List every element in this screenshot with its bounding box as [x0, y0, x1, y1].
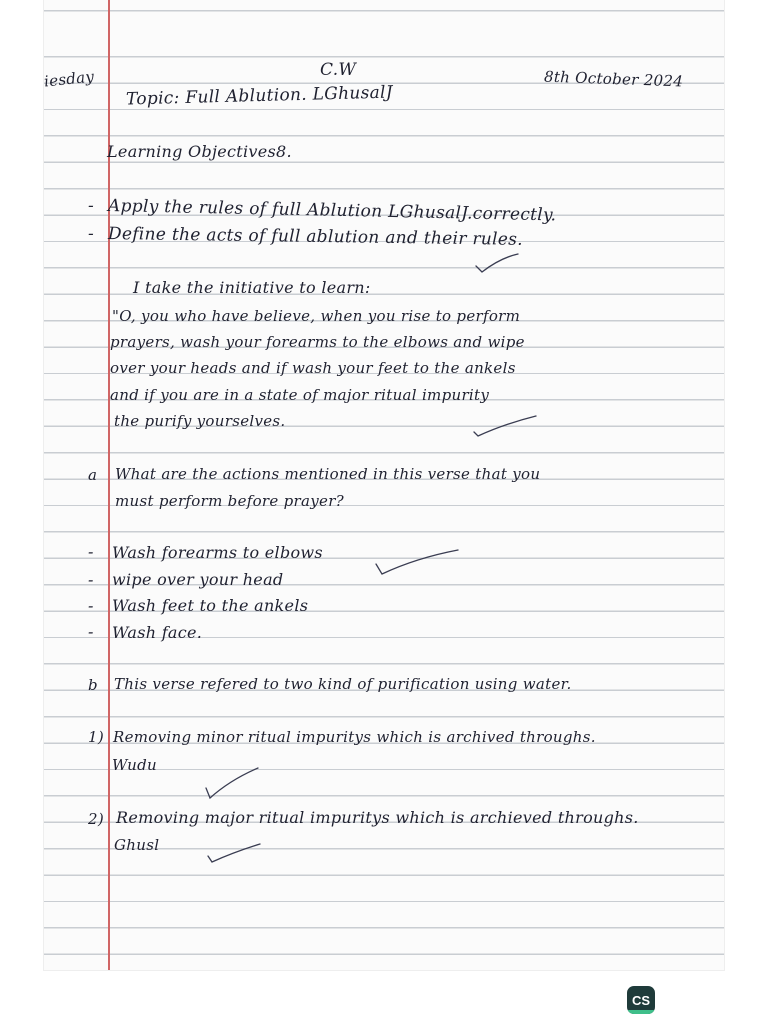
bullet: -	[88, 224, 95, 244]
question-text: This verse refered to two kind of purification using water.	[114, 675, 572, 693]
objectives-heading: Learning Objectives8.	[107, 142, 292, 161]
verse-line: the purify yourselves.	[114, 412, 286, 430]
day-label: iesday	[43, 67, 96, 91]
topic-heading: Topic: Full Ablution. LGhusalJ	[125, 82, 394, 110]
check-mark-icon	[202, 766, 262, 802]
verse-line: prayers, wash your forearms to the elbows and wipe	[110, 333, 525, 351]
point-line: Removing minor ritual impuritys which is archived throughs.	[113, 728, 596, 746]
bullet: -	[88, 196, 95, 216]
question-line: must perform before prayer?	[115, 492, 345, 510]
question-label: b	[88, 676, 98, 694]
question-label: a	[88, 466, 98, 484]
bullet: -	[88, 542, 94, 561]
answer-item: Wash forearms to elbows	[112, 543, 323, 562]
point-line: Wudu	[112, 756, 157, 774]
verse-line: over your heads and if wash your feet to the ankels	[110, 359, 516, 377]
answer-item: wipe over your head	[112, 570, 284, 589]
verse-line: "O, you who have believe, when you rise to perform	[112, 307, 521, 325]
logo-text: CS	[631, 992, 651, 1008]
bullet: -	[88, 596, 94, 615]
point-number: 2)	[88, 810, 104, 828]
date-label: 8th October 2024	[543, 67, 684, 91]
point-line: Removing major ritual impuritys which is archieved throughs.	[116, 808, 639, 827]
page-title: C.W	[320, 60, 357, 80]
answer-item: Wash face.	[112, 623, 203, 642]
check-mark-icon	[472, 252, 522, 274]
bullet: -	[88, 570, 94, 589]
bullet: -	[88, 622, 94, 641]
question-line: What are the actions mentioned in this verse that you	[115, 465, 541, 483]
verse-line: and if you are in a state of major ritual impurity	[110, 386, 490, 404]
point-number: 1)	[88, 728, 104, 746]
initiative-heading: I take the initiative to learn:	[133, 278, 371, 297]
objective-item: Apply the rules of full Ablution LGhusalJ.correctly.	[107, 196, 557, 226]
answer-item: Wash feet to the ankels	[112, 596, 309, 615]
check-mark-icon	[372, 548, 462, 578]
check-mark-icon	[470, 414, 540, 438]
logo-accent-bar	[627, 1010, 655, 1014]
check-mark-icon	[204, 842, 264, 866]
point-line: Ghusl	[114, 836, 160, 854]
objective-item: Define the acts of full ablution and their rules.	[107, 224, 524, 250]
camscanner-logo	[627, 986, 655, 1014]
